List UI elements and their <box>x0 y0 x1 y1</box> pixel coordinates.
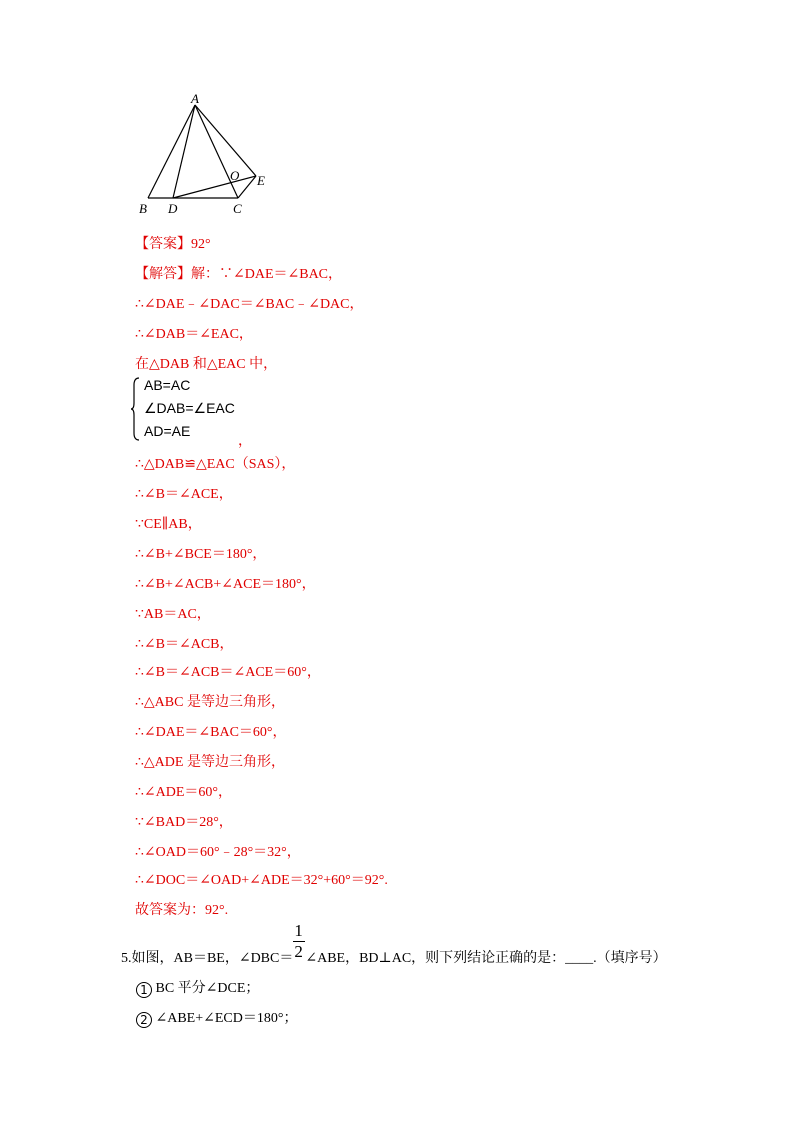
solution-intro-line <box>135 263 342 283</box>
solution-line: ∴∠B＝∠ACE， <box>135 487 233 502</box>
solution-line: ∵AB＝AC， <box>135 607 211 622</box>
fraction-denominator: 2 <box>294 942 303 961</box>
solution-line: ∴△DAB≌△EAC（SAS）， <box>135 457 296 472</box>
answer-line <box>135 233 211 253</box>
solution-line: ∴∠B＝∠ACB， <box>135 637 234 652</box>
solution-line: ∴∠DAE﹣∠DAC＝∠BAC﹣∠DAC， <box>135 297 364 312</box>
label-d: D <box>168 201 178 216</box>
answer-value: 92° <box>191 237 211 252</box>
solution-line: ∴∠OAD＝60°﹣28°＝32°， <box>135 845 301 860</box>
solution-line: 故答案为：92°. <box>135 903 229 918</box>
answer-prefix: 【答案】 <box>135 237 191 252</box>
solution-line: ∴∠DOC＝∠OAD+∠ADE＝32°+60°＝92°. <box>135 873 388 888</box>
circled-number: 1 <box>136 982 152 998</box>
brace-icon <box>130 377 140 441</box>
label-a: A <box>191 91 199 106</box>
label-o: O <box>230 168 240 183</box>
option-1 <box>136 977 259 998</box>
solution-intro: 解：∵∠DAE＝∠BAC， <box>191 267 343 282</box>
question-5-part3: .（填序号） <box>593 951 667 966</box>
label-b: B <box>139 201 147 216</box>
solution-line: ∵∠BAD＝28°， <box>135 815 233 830</box>
solution-prefix: 【解答】 <box>135 267 191 282</box>
solution-line: ∴∠DAE＝∠BAC＝60°， <box>135 725 287 740</box>
solution-line: ∴∠DAB＝∠EAC， <box>135 327 253 342</box>
label-e: E <box>257 173 265 188</box>
triangle-figure <box>130 90 290 220</box>
fraction-one-half <box>293 921 305 962</box>
option-text: BC 平分∠DCE； <box>155 981 260 996</box>
question-5-part2: ∠ABE，BD⊥AC，则下列结论正确的是： <box>305 951 566 966</box>
option-text: ∠ABE+∠ECD＝180°； <box>155 1011 298 1026</box>
system-eq: AB=AC <box>144 377 191 393</box>
answer-blank[interactable]: ____ <box>565 951 594 966</box>
solution-line: ∴△ABC 是等边三角形， <box>135 695 285 710</box>
solution-line: ∴△ADE 是等边三角形， <box>135 755 285 770</box>
system-eq: ∠DAB=∠EAC <box>144 400 235 416</box>
system-suffix: ， <box>238 434 252 449</box>
solution-line: ∵CE∥AB， <box>135 517 202 532</box>
solution-line: ∴∠ADE＝60°， <box>135 785 233 800</box>
label-c: C <box>233 201 242 216</box>
solution-line: 在△DAB 和△EAC 中， <box>135 357 278 372</box>
question-5-stem <box>121 921 667 967</box>
option-2 <box>136 1007 297 1028</box>
fraction-numerator: 1 <box>294 921 303 940</box>
circled-number: 2 <box>136 1012 152 1028</box>
solution-line: ∴∠B+∠ACB+∠ACE＝180°， <box>135 577 316 592</box>
system-eq: AD=AE <box>144 423 191 439</box>
question-5-part1: 5.如图，AB＝BE，∠DBC＝ <box>121 951 294 966</box>
solution-line: ∴∠B＝∠ACB＝∠ACE＝60°， <box>135 665 321 680</box>
solution-line: ∴∠B+∠BCE＝180°， <box>135 547 267 562</box>
